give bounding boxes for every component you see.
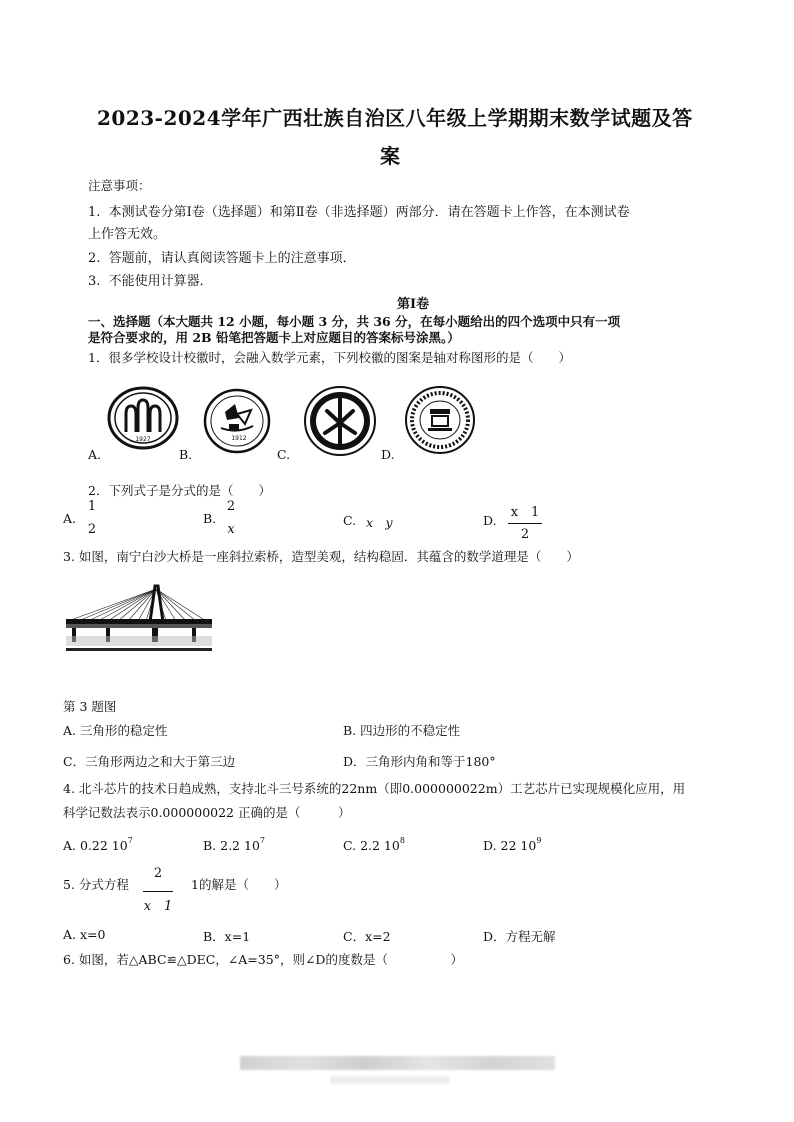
section-intro-line2: 是符合要求的，用 2B 铅笔把答题卡上对应题目的答案标号涂黑。） — [88, 330, 460, 345]
q1-option-b-label: B. — [179, 447, 193, 462]
q3-caption: 第 3 题图 — [63, 699, 117, 714]
q2-stem: 2．下列式子是分式的是（ ） — [88, 483, 271, 498]
q4-stem-line2: 科学记数法表示0.000000022 正确的是（ ） — [63, 805, 351, 820]
q3-option-a: A. 三角形的稳定性 — [63, 723, 168, 738]
q4-stem-line1: 4. 北斗芯片的技术日趋成熟，支持北斗三号系统的22nm（即0.000000022m）工艺芯片已实现规模化应用，用 — [63, 781, 686, 796]
q5-option-a: A. x=0 — [63, 927, 106, 942]
badge-a-year: 1927 — [135, 436, 151, 443]
q1-option-a-label: A. — [88, 447, 102, 462]
q5-option-d: D．方程无解 — [483, 929, 556, 944]
note-1-continued: 上作答无效。 — [88, 227, 167, 242]
q5-option-b: B．x=1 — [203, 929, 251, 944]
q3-option-d: D．三角形内角和等于180° — [343, 754, 496, 769]
q1-stem: 1．很多学校设计校徽时，会融入数学元素，下列校徽的图案是轴对称图形的是（ ） — [88, 350, 571, 365]
notes-header: 注意事项： — [88, 178, 151, 193]
q4-option-d: D. 22 $10^9$ — [483, 836, 542, 853]
badge-a-image — [106, 386, 180, 450]
badge-d-image — [404, 385, 476, 455]
q5-option-c: C．x=2 — [343, 929, 391, 944]
q2-option-b-fraction: 2 x — [223, 499, 239, 537]
q4-option-c: C. 2.2 $10^8$ — [343, 836, 405, 853]
q2-option-a-label: A. — [63, 511, 77, 526]
q4-option-b: B. 2.2 $10^7$ — [203, 836, 265, 853]
q5-stem-post: 1的解是（ ） — [191, 877, 287, 892]
note-1: 1. 本测试卷分第Ⅰ卷（选择题）和第Ⅱ卷（非选择题）两部分．请在答题卡上作答，在本测试卷 — [88, 205, 630, 220]
q3-stem: 3. 如图，南宁白沙大桥是一座斜拉索桥，造型美观，结构稳固．其蕴含的数学道理是（ ） — [63, 549, 579, 564]
page-title-line2: 案 — [380, 144, 401, 168]
bridge-image — [66, 574, 212, 658]
q2-option-c-label: C. — [343, 513, 357, 528]
q2-option-a-fraction: 1 2 — [84, 499, 100, 537]
q3-option-c: C．三角形两边之和大于第三边 — [63, 754, 236, 769]
q2-option-b-label: B. — [203, 511, 217, 526]
section-intro-line1: 一、选择题（本大题共 12 小题，每小题 3 分，共 36 分，在每小题给出的四个选项中只有一项 — [88, 314, 621, 329]
note-2: 2. 答题前，请认真阅读答题卡上的注意事项． — [88, 251, 356, 266]
q2-option-d-label: D. — [483, 513, 497, 528]
footer-watermark-sub — [330, 1076, 450, 1084]
page-title-line1: 2023-2024学年广西壮族自治区八年级上学期期末数学试题及答 — [97, 106, 693, 130]
badge-c-image — [303, 385, 377, 457]
q5-stem-pre: 5. 分式方程 — [63, 877, 129, 892]
note-3: 3. 不能使用计算器． — [88, 274, 213, 289]
q2-option-d-fraction: x 1 2 — [508, 501, 542, 542]
q5-fraction: 2 x 1 — [143, 866, 173, 914]
q4-option-a: A. 0.22 $10^7$ — [63, 836, 133, 853]
q1-option-d-label: D. — [381, 447, 395, 462]
badge-b-image — [203, 388, 271, 454]
q3-option-b: B. 四边形的不稳定性 — [343, 723, 461, 738]
q1-option-c-label: C. — [277, 447, 291, 462]
footer-watermark — [240, 1056, 555, 1070]
q6-stem: 6. 如图，若△ABC≌△DEC，∠A=35°，则∠D的度数是（ ） — [63, 952, 463, 967]
section-title: 第Ⅰ卷 — [397, 297, 430, 312]
q2-option-c-expression: x y — [366, 515, 393, 530]
badge-b-year: 1912 — [231, 435, 247, 442]
